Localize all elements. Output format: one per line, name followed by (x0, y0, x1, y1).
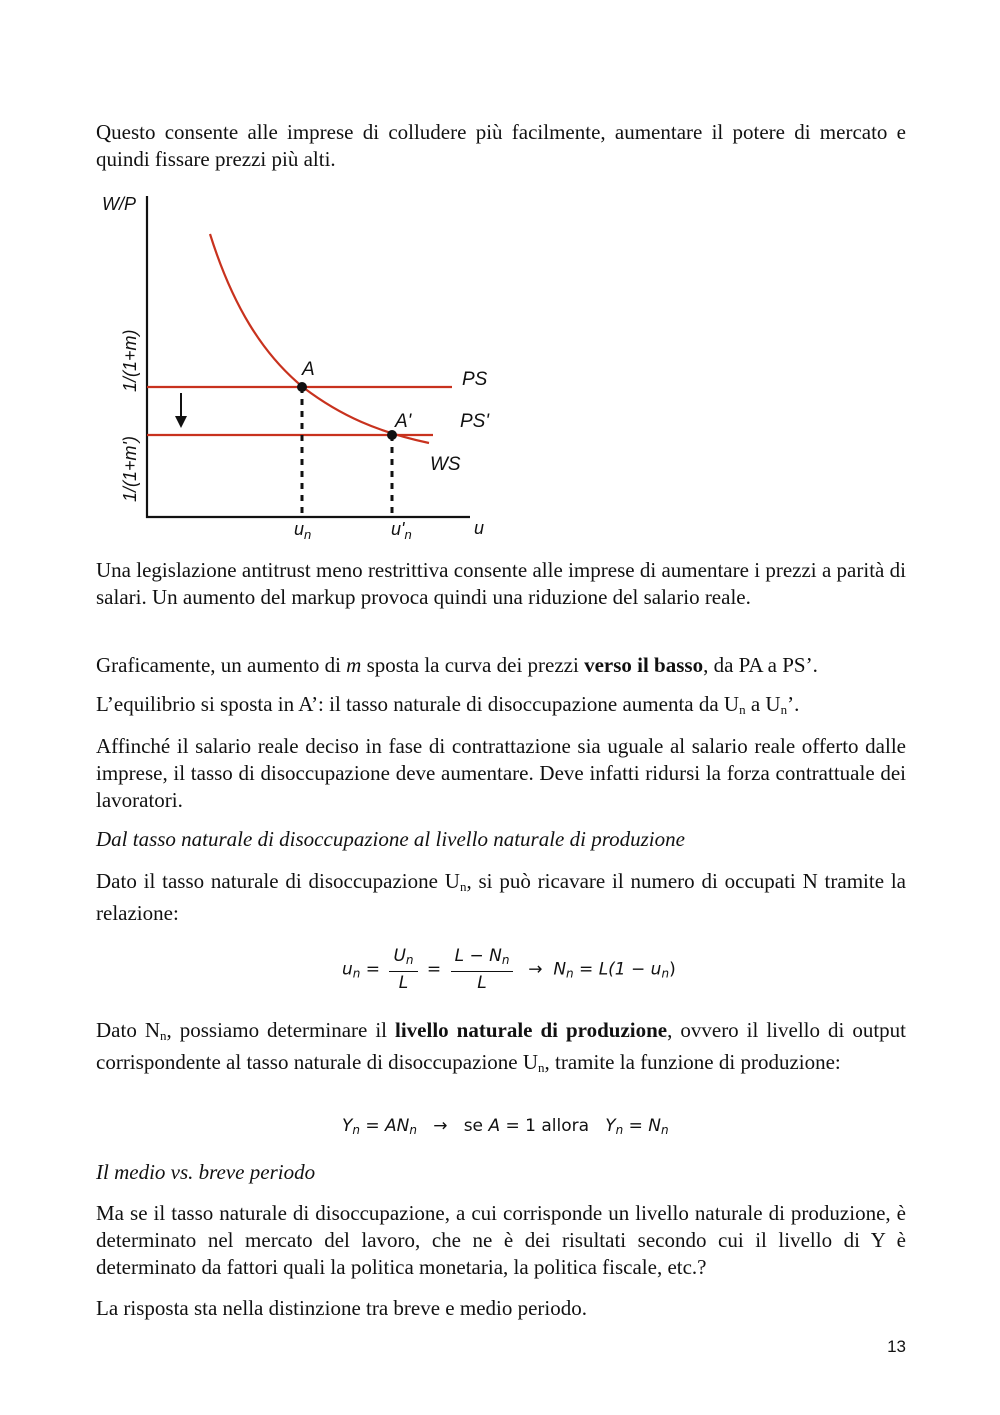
y-axis-label: W/P (102, 194, 136, 214)
paragraph-answer: La risposta sta nella distinzione tra breve e medio periodo. (96, 1296, 588, 1320)
paragraph-bargaining: Affinché il salario reale deciso in fase di contrattazione sia uguale al salario reale offerto dalle imprese, il tasso di disoccupazione deve aumentare. Deve infatti ridursi la forza contrattuale dei lavoratori. (96, 734, 906, 812)
intro-paragraph: Questo consente alle imprese di colludere più facilmente, aumentare il potere di mercato e quindi fissare prezzi più alti. (96, 120, 906, 171)
ps-prime-label: PS' (460, 411, 489, 432)
page-number: 13 (887, 1337, 906, 1356)
section-heading-natural-output: Dal tasso naturale di disoccupazione al livello naturale di produzione (96, 827, 685, 851)
ws-label: WS (430, 454, 461, 475)
x-tick-un: $u_n$ (294, 519, 312, 542)
paragraph-employment: Dato il tasso naturale di disoccupazione $U_n$, si può ricavare il numero di occupati N tramite la relazione: (96, 869, 906, 925)
paragraph-equilibrium: L’equilibrio si sposta in A’: il tasso naturale di disoccupazione aumenta da $U_n$ a $U_n$’. (96, 692, 800, 717)
wage-setting-price-setting-chart (96, 186, 516, 546)
paragraph-antitrust: Una legislazione antitrust meno restrittiva consente alle imprese di aumentare i prezzi a parità di salari. Un aumento del markup provoca quindi una riduzione del salario reale. (96, 558, 906, 609)
y-tick-high-label: 1/(1+m) (120, 329, 140, 392)
down-arrow-icon (175, 393, 187, 428)
x-tick-un-prime: $u'_n$ (391, 519, 412, 542)
formula-natural-unemployment: un = $\frac{Un}{L}$ = $\frac{L - Nn}{L}$ → Nn = L(1 − un) (342, 946, 676, 993)
paragraph-question: Ma se il tasso naturale di disoccupazione, a cui corrisponde un livello naturale di produzione, è determinato nel mercato del lavoro, che ne è dei risultati secondo cui il livello di Y è determinato da fattori quali la politica monetaria, la politica fiscale, etc.? (96, 1201, 906, 1279)
paragraph-graphical-shift: Graficamente, un aumento di m sposta la curva dei prezzi verso il basso, da PA a PS’. (96, 653, 818, 677)
point-a-label: A (302, 359, 315, 380)
ps-label: PS (462, 369, 488, 390)
formula-production-function: Yn = ANn → se A = 1 allora Yn = Nn (342, 1116, 669, 1137)
section-heading-medium-short: Il medio vs. breve periodo (96, 1160, 316, 1184)
point-a-prime-label: A' (395, 411, 412, 432)
point-a-marker (297, 382, 307, 392)
paragraph-natural-output: Dato $N_n$, possiamo determinare il livello naturale di produzione, ovvero il livello di output corrispondente al tasso naturale di disoccupazione $U_n$, tramite la funzione di produzione: (96, 1018, 906, 1075)
y-tick-low-label: 1/(1+m') (120, 436, 140, 502)
x-axis-label: u (474, 518, 485, 538)
